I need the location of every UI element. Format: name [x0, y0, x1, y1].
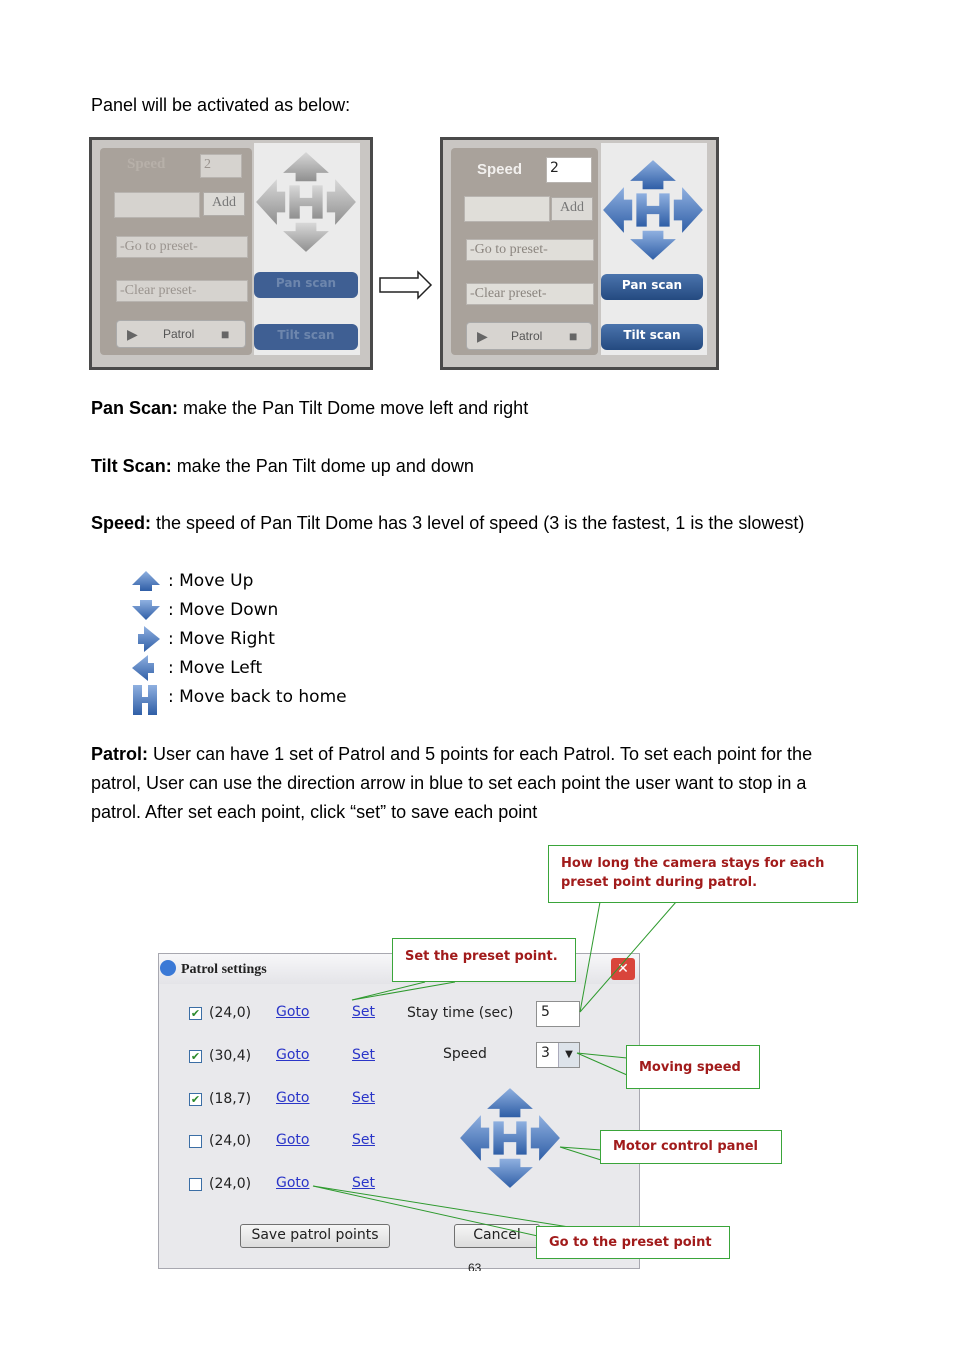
set-link[interactable]: Set — [352, 1175, 375, 1191]
row-checkbox[interactable]: ✔ — [190, 1050, 201, 1063]
patrol-line-2: patrol, User can use the direction arrow in blue to set each point the user want to stop in a — [91, 773, 807, 793]
tilt-scan-button[interactable]: Tilt scan — [601, 324, 703, 350]
patrol-label: Patrol — [163, 327, 195, 341]
set-link[interactable]: Set — [352, 1090, 375, 1106]
speed-term: Speed: — [91, 513, 152, 533]
intro-text: Panel will be activated as below: — [91, 95, 351, 115]
row-coord: (18,7) — [209, 1091, 252, 1107]
dialog-title: Patrol settings — [181, 962, 267, 977]
row-coord: (24,0) — [209, 1005, 252, 1021]
stop-icon[interactable]: ■ — [221, 326, 230, 342]
row-coord: (24,0) — [209, 1133, 252, 1149]
goto-link[interactable]: Goto — [276, 1090, 310, 1106]
clear-preset-select[interactable]: -Clear preset- — [466, 283, 594, 305]
save-patrol-points-button[interactable]: Save patrol points — [240, 1224, 390, 1248]
patrol-label: Patrol — [511, 329, 543, 343]
row-coord: (24,0) — [209, 1176, 252, 1192]
stay-time-input[interactable]: 5 — [536, 1001, 580, 1027]
patrol-text-1: User can have 1 set of Patrol and 5 points for each Patrol. To set each point for the — [148, 744, 813, 764]
goto-preset-callout: Go to the preset point — [536, 1226, 730, 1259]
moving-speed-callout: Moving speed — [626, 1045, 760, 1089]
play-icon[interactable]: ▶ — [127, 326, 138, 342]
close-icon[interactable]: ✕ — [611, 958, 635, 980]
patrol-line-3: patrol. After set each point, click “set” to save each point — [91, 802, 538, 822]
page-number: 63 — [468, 1261, 482, 1271]
speed-text: the speed of Pan Tilt Dome has 3 level of speed (3 is the fastest, 1 is the slowest) — [151, 513, 805, 533]
set-link[interactable]: Set — [352, 1047, 375, 1063]
legend-move-down: : Move Down — [168, 600, 279, 620]
speed-select[interactable]: 2 — [546, 157, 592, 183]
goto-link[interactable]: Goto — [276, 1047, 310, 1063]
legend-move-home: : Move back to home — [168, 687, 347, 707]
add-button[interactable]: Add — [551, 197, 593, 221]
speed-value: 3 — [541, 1045, 550, 1061]
stay-time-label: Stay time (sec) — [407, 1005, 514, 1021]
speed-label: Speed — [127, 156, 166, 172]
chevron-down-icon[interactable]: ▼ — [558, 1043, 579, 1067]
legend-move-up: : Move Up — [168, 571, 254, 591]
pan-scan-button[interactable]: Pan scan — [254, 272, 358, 298]
goto-preset-select[interactable]: -Go to preset- — [116, 236, 248, 258]
row-checkbox[interactable]: ✔ — [190, 1093, 201, 1106]
legend-move-right: : Move Right — [168, 629, 275, 649]
goto-link[interactable]: Goto — [276, 1004, 310, 1020]
add-button[interactable]: Add — [203, 192, 245, 216]
clear-preset-select[interactable]: -Clear preset- — [116, 280, 248, 302]
cancel-button[interactable]: Cancel — [454, 1224, 540, 1248]
goto-link[interactable]: Goto — [276, 1132, 310, 1148]
speed-label: Speed — [443, 1046, 487, 1062]
stop-icon[interactable]: ■ — [569, 328, 578, 344]
set-preset-callout: Set the preset point. — [392, 938, 576, 982]
row-checkbox[interactable]: ✔ — [190, 1007, 201, 1020]
pan-term: Pan Scan: — [91, 398, 179, 418]
pan-scan-button[interactable]: Pan scan — [601, 274, 703, 300]
set-link[interactable]: Set — [352, 1132, 375, 1148]
tilt-scan-button[interactable]: Tilt scan — [254, 324, 358, 350]
speed-select[interactable]: 2 — [200, 154, 242, 178]
goto-preset-select[interactable]: -Go to preset- — [466, 239, 594, 261]
tilt-term: Tilt Scan: — [91, 456, 172, 476]
tilt-text: make the Pan Tilt dome up and down — [171, 456, 474, 476]
stay-time-callout: How long the camera stays for each preset point during patrol. — [548, 845, 858, 903]
pan-text: make the Pan Tilt Dome move left and right — [178, 398, 529, 418]
motor-control-callout: Motor control panel — [600, 1130, 782, 1164]
speed-label: Speed — [477, 161, 523, 178]
play-icon[interactable]: ▶ — [477, 328, 488, 344]
goto-link[interactable]: Goto — [276, 1175, 310, 1191]
row-coord: (30,4) — [209, 1048, 252, 1064]
set-link[interactable]: Set — [352, 1004, 375, 1020]
legend-move-left: : Move Left — [168, 658, 263, 678]
patrol-term: Patrol: — [91, 744, 149, 764]
